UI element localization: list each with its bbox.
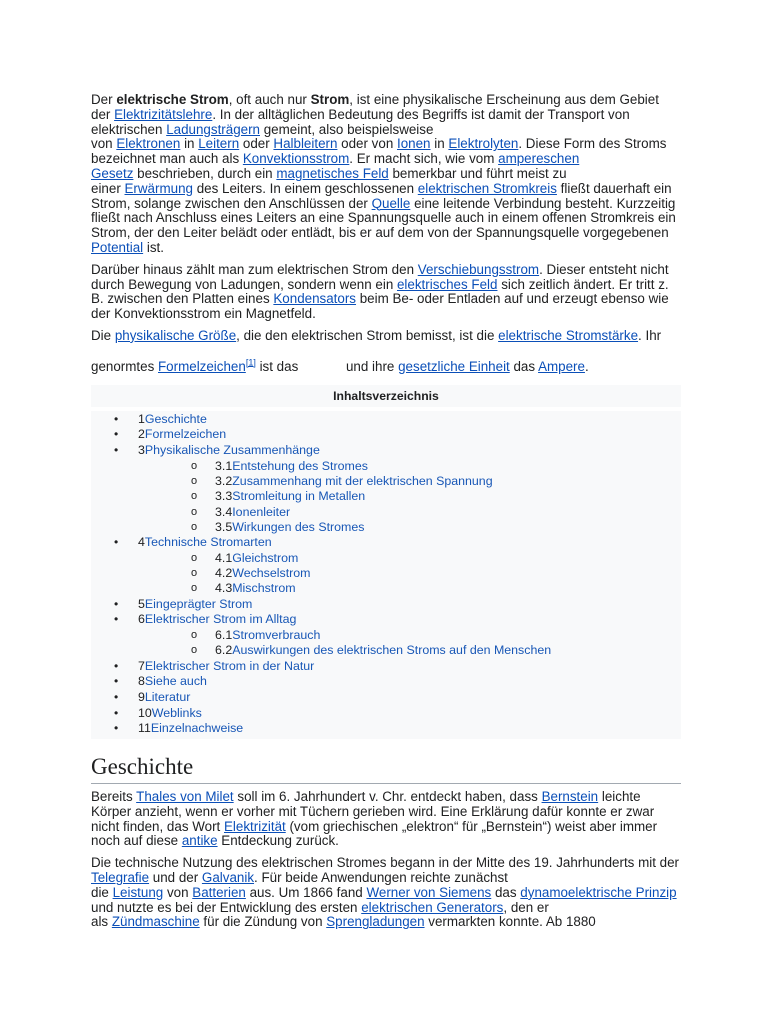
toc-item[interactable] [91,597,681,613]
toc-item-link[interactable]: Zusammenhang mit der elektrischen Spannung [232,473,493,488]
toc-item-number: 1 [138,411,145,426]
toc-item-number: 3.5 [215,519,233,534]
wiki-link[interactable]: Leistung [112,884,164,900]
toc-item[interactable] [91,427,681,443]
wiki-link[interactable]: Ladungsträgern [166,121,260,137]
bold-term: elektrische Strom [116,92,229,107]
wiki-link[interactable]: Potential [91,239,144,255]
wiki-link[interactable]: elektrisches Feld [396,276,498,292]
table-of-contents [91,385,681,740]
wiki-link[interactable]: Galvanik [201,870,255,886]
toc-item-link[interactable]: Geschichte [144,411,207,426]
toc-item-link[interactable]: Wirkungen des Stromes [232,519,365,534]
article-content [91,93,681,937]
toc-item-link[interactable]: Formelzeichen [144,427,227,442]
toc-item[interactable] [91,581,681,596]
toc-item-number: 4.2 [215,566,233,581]
toc-item-link[interactable]: Stromleitung in Metallen [232,489,366,504]
toc-item-link[interactable]: Stromverbrauch [232,628,321,643]
toc-item-number: 8 [138,674,145,689]
wiki-link[interactable]: dynamoelektrische Prinzip [520,884,677,900]
wiki-link[interactable]: Elektronen [116,136,181,152]
toc-item-number: 7 [138,658,145,673]
wiki-link[interactable]: Erwärmung [124,180,193,196]
toc-item[interactable] [91,412,681,428]
wiki-link[interactable]: Ampere [538,358,585,374]
toc-item-number: 10 [138,705,152,720]
toc-item-number: 6.1 [215,628,233,643]
wiki-link[interactable]: Kondensators [273,291,357,307]
intro-paragraph-4: genormtes Formelzeichen[1] ist das und ihre gesetzliche Einheit das Ampere. [91,357,589,374]
toc-item-link[interactable]: Literatur [144,690,191,705]
toc-item-link[interactable]: Elektrischer Strom in der Natur [144,658,315,673]
wiki-link[interactable]: Thales von Milet [136,789,234,805]
toc-item[interactable] [91,474,681,489]
toc-item-link[interactable]: Technische Stromarten [144,535,272,550]
toc-item-link[interactable]: Gleichstrom [232,550,299,565]
wiki-link[interactable]: Elektrolyten [448,136,519,152]
toc-item-number: 6 [138,612,145,627]
toc-item-number: 9 [138,690,145,705]
section-heading-geschichte: Geschichte [91,753,681,784]
toc-item[interactable] [91,489,681,504]
toc-item-number: 2 [138,427,145,442]
wiki-link[interactable]: Sprengladungen [326,914,425,930]
toc-item-link[interactable]: Auswirkungen des elektrischen Stroms auf den Menschen [232,643,552,658]
wiki-link[interactable]: Werner von Siemens [366,884,492,900]
toc-item-number: 3.2 [215,473,233,488]
toc-item[interactable] [91,643,681,658]
toc-item[interactable] [91,690,681,706]
toc-item[interactable] [91,459,681,474]
toc-item-number: 3 [138,442,145,457]
toc-list-container [91,411,681,740]
toc-item[interactable] [91,551,681,566]
intro-paragraph-1: Der elektrische Strom, oft auch nur Strom, ist eine physikalische Erscheinung aus dem Gebiet der Elektrizitätslehre. In der alltäglichen Bedeutung des Begriffs ist damit der Transport von elektrischen Ladungsträgern gemeint, also beispielsweise von Elektronen in Leitern oder Halbleitern oder von Ionen in Elektrolyten. Diese Form des Stroms bezeichnet man auch als Konvektionsstrom. Er macht sich, wie vom ampereschen Gesetz beschrieben, durch ein magnetisches Feld bemerkbar und führt meist zu einer Erwärmung des Leiters. In einem geschlossenen elektrischen Stromkreis fließt dauerhaft ein Strom, solange zwischen den Anschlüssen der Quelle eine leitende Verbindung besteht. Kurzzeitig fließt nach Anschluss eines Leiters an eine Spannungsquelle auch in einem offenen Stromkreis ein Strom, der den Leiter belädt oder entlädt, bis er auf dem von der Spannungsquelle vorgegebenen Potential ist. [91,92,676,255]
wiki-link[interactable]: elektrische Stromstärke [498,327,639,343]
wiki-link[interactable]: magnetisches Feld [276,165,389,181]
wiki-link[interactable]: Quelle [371,195,411,211]
wiki-link[interactable]: elektrischen Stromkreis [417,180,557,196]
footnote-ref [246,357,256,367]
wiki-link[interactable]: Gesetz [91,165,134,181]
toc-title: Inhaltsverzeichnis [91,385,681,407]
bold-term: Strom [310,92,350,107]
toc-item-link[interactable]: Eingeprägter Strom [144,596,253,611]
wiki-link[interactable]: Elektrizitätslehre [114,106,213,122]
toc-item[interactable] [91,520,681,535]
wiki-link[interactable]: Batterien [192,884,246,900]
footnote-link[interactable]: [1] [245,357,256,368]
wiki-link[interactable]: Elektrizität [223,818,286,834]
toc-item-number: 4.1 [215,550,233,565]
history-paragraph-2: Die technische Nutzung des elektrischen Stromes begann in der Mitte des 19. Jahrhunderts mit der Telegrafie und der Galvanik. Für beide Anwendungen reichte zunächst die Leistung von Batterien aus. Um 1866 fand Werner von Siemens das dynamoelektrische Prinzip und nutzte es bei der Entwicklung des ersten elektrischen Generators, den er als Zündmaschine für die Zündung von Sprengladungen vermarkten konnte. Ab 1880 [91,855,680,930]
toc-list [91,412,681,738]
toc-item-link[interactable]: Weblinks [151,705,202,720]
toc-item-number: 4 [138,535,145,550]
toc-item[interactable] [91,535,681,551]
toc-item[interactable] [91,505,681,520]
wiki-link[interactable]: Konvektionsstrom [242,151,350,167]
wiki-link[interactable]: Formelzeichen [158,358,246,374]
toc-item-link[interactable]: Siehe auch [144,674,207,689]
toc-item-number: 11 [138,721,151,736]
toc-item-link[interactable]: Physikalische Zusammenhänge [144,442,320,457]
toc-item[interactable] [91,628,681,643]
toc-item-number: 3.1 [215,458,233,473]
toc-item-number: 3.3 [215,489,233,504]
wiki-link[interactable]: Verschiebungsstrom [417,261,540,277]
wiki-link[interactable]: physikalische Größe [114,327,237,343]
wiki-link[interactable]: ampereschen [498,151,580,167]
wiki-link[interactable]: Zündmaschine [111,914,200,930]
toc-item[interactable] [91,721,681,737]
wiki-link[interactable]: Telegrafie [91,870,150,886]
wiki-link[interactable]: Halbleitern [273,136,338,152]
toc-item[interactable] [91,674,681,690]
toc-item-number: 3.4 [215,504,233,519]
wiki-link[interactable]: antike [181,833,218,849]
wiki-link[interactable]: Bernstein [541,789,599,805]
intro-paragraph-2: Darüber hinaus zählt man zum elektrischen Strom den Verschiebungsstrom. Dieser entsteht nicht durch Bewegung von Ladungen, sondern wenn ein elektrisches Feld sich zeitlich ändert. Er tritt z. B. zwischen den Platten eines Kondensators beim Be- oder Entladen auf und erzeugt ebenso wie der Konvektionsstrom ein Magnetfeld. [91,261,669,322]
toc-item[interactable] [91,612,681,628]
toc-item-link[interactable]: Einzelnachweise [150,721,244,736]
toc-item[interactable] [91,659,681,675]
toc-item[interactable] [91,706,681,722]
toc-item-link[interactable]: Wechselstrom [232,566,311,581]
toc-item-link[interactable]: Ionenleiter [232,504,291,519]
wiki-link[interactable]: gesetzliche Einheit [398,358,510,374]
history-paragraph-1: Bereits Thales von Milet soll im 6. Jahrhundert v. Chr. entdeckt haben, dass Bernstein leichte Körper anzieht, wenn er vorher mit Tüchern gerieben wird. Eine Erklärung dafür konnte er zwar nicht finden, das Wort Elektrizität (vom griechischen „elektron“ für „Bernstein“) weist aber immer noch auf diese antike Entdeckung zurück. [91,789,658,849]
toc-item-link[interactable]: Mischstrom [232,581,296,596]
toc-item-link[interactable]: Elektrischer Strom im Alltag [144,612,297,627]
wiki-link[interactable]: elektrischen Generators [361,899,504,915]
toc-item-number: 6.2 [215,643,233,658]
wiki-link[interactable]: Ionen [397,136,431,152]
wiki-link[interactable]: Leitern [198,136,240,152]
toc-item-number: 4.3 [215,581,233,596]
toc-item[interactable] [91,566,681,581]
intro-paragraph-3: Die physikalische Größe, die den elektrischen Strom bemisst, ist die elektrische Stromstärke. Ihr [91,327,662,343]
toc-item-number: 5 [138,596,145,611]
toc-item-link[interactable]: Entstehung des Stromes [232,458,368,473]
toc-item[interactable] [91,443,681,459]
